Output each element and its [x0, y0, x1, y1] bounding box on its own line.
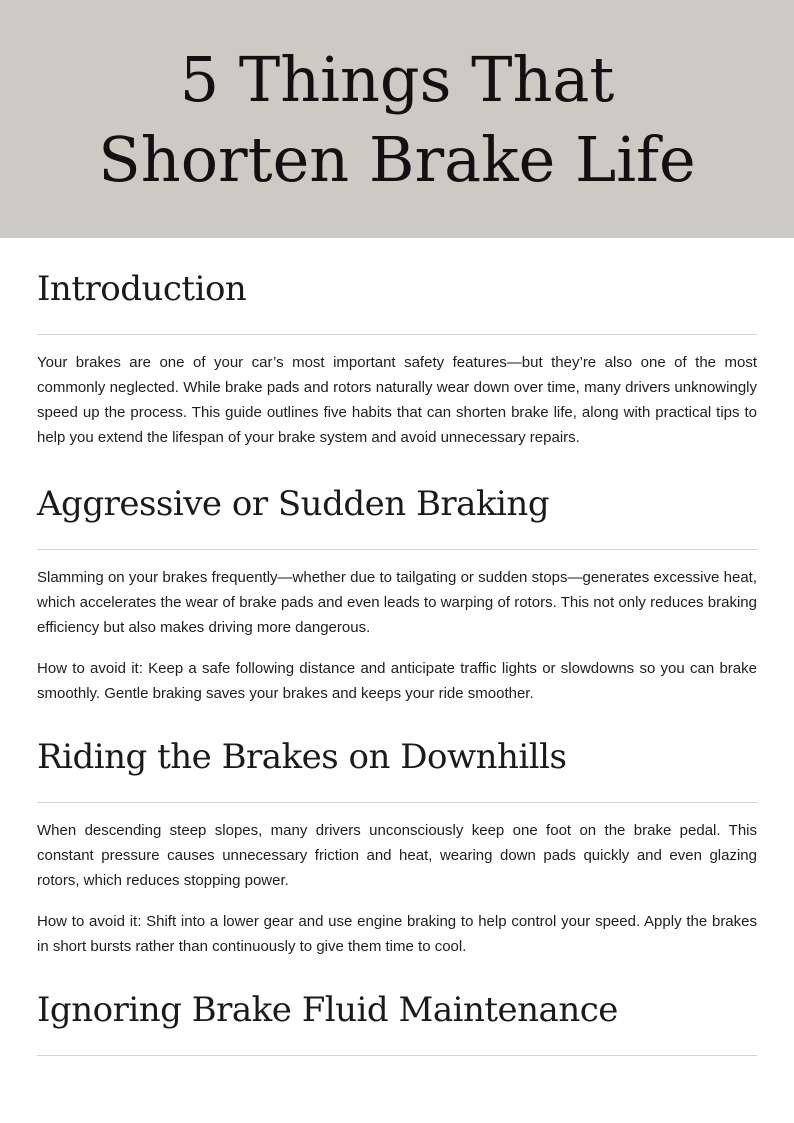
section-brake-fluid-maintenance [37, 989, 757, 1056]
section-paragraph: When descending steep slopes, many drivers unconsciously keep one foot on the brake pedal. This constant pressure causes unnecessary friction and heat, wearing down pads quickly and even glazing rotors, which reduces stopping power. [37, 822, 757, 889]
page-title [0, 40, 794, 200]
page-title-line-1: 5 Things That [179, 43, 615, 116]
section-tip-paragraph: How to avoid it: Shift into a lower gear and use engine braking to help control your speed. Apply the brakes in short bursts rather than continuously to give them time to cool. [37, 913, 757, 955]
section-riding-brakes-downhill [37, 736, 757, 959]
section-introduction [37, 268, 757, 450]
section-divider [37, 549, 757, 550]
section-heading: Introduction [37, 269, 247, 309]
section-paragraph: Your brakes are one of your car’s most important safety features—but they’re also one of the most commonly neglected. While brake pads and rotors naturally wear down over time, many drivers unknowingly speed up the process. This guide outlines five habits that can shorten brake life, along with practical tips to help you extend the lifespan of your brake system and avoid unnecessary repairs. [37, 354, 757, 446]
section-divider [37, 1055, 757, 1056]
section-divider [37, 334, 757, 335]
section-heading: Ignoring Brake Fluid Maintenance [37, 990, 618, 1030]
page-title-line-2: Shorten Brake Life [98, 123, 696, 196]
section-paragraph: Slamming on your brakes frequently—whether due to tailgating or sudden stops—generates excessive heat, which accelerates the wear of brake pads and even leads to warping of rotors. This not only reduces braking efficiency but also makes driving more dangerous. [37, 569, 757, 636]
section-heading: Aggressive or Sudden Braking [37, 484, 550, 524]
section-divider [37, 802, 757, 803]
article-body [37, 238, 757, 1056]
title-banner [0, 0, 794, 238]
section-aggressive-braking [37, 483, 757, 706]
section-tip-paragraph: How to avoid it: Keep a safe following distance and anticipate traffic lights or slowdowns so you can brake smoothly. Gentle braking saves your brakes and keeps your ride smoother. [37, 660, 757, 702]
section-heading: Riding the Brakes on Downhills [37, 737, 567, 777]
